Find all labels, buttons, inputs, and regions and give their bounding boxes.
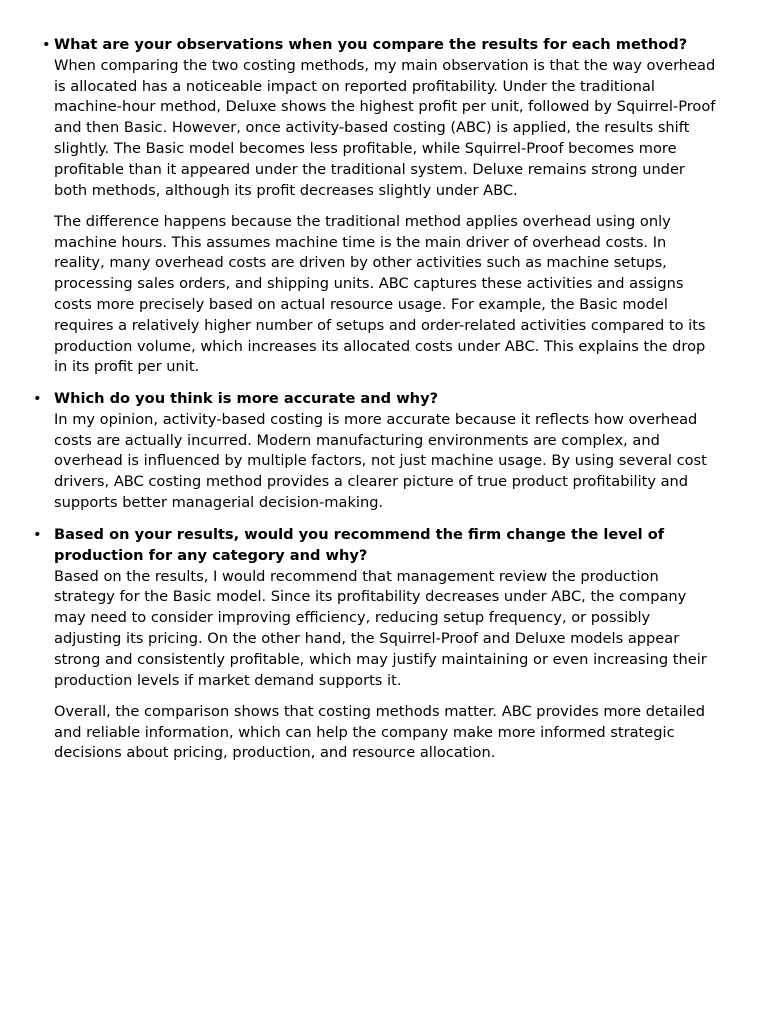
section-recommendation bbox=[33, 525, 718, 764]
bullet-marker: • bbox=[33, 390, 42, 407]
section-accuracy bbox=[33, 389, 718, 514]
answer-paragraph: Based on the results, I would recommend that management review the production strategy for the Basic model. Since its profitability decreases under ABC, the company may need to consider improving efficiency, reducing setup frequency, or possibly adjusting its pricing. On the other hand, the Squirrel-Proof and Deluxe models appear strong and consistently profitable, which may justify maintaining or even increasing their production levels if market demand supports it. bbox=[54, 567, 707, 689]
answer-paragraph: Overall, the comparison shows that costing methods matter. ABC provides more detailed and reliable information, which can help the company make more informed strategic decisions about pricing, production, and resource allocation. bbox=[54, 702, 706, 762]
question-heading: Which do you think is more accurate and why? bbox=[54, 390, 439, 407]
bullet-marker: • bbox=[42, 36, 51, 53]
question-heading: Based on your results, would you recommend the firm change the level of production for any category and why? bbox=[54, 526, 665, 564]
section-observations bbox=[42, 35, 718, 378]
answer-paragraph: In my opinion, activity-based costing is more accurate because it reflects how overhead costs are actually incurred. Modern manufacturing environments are complex, and overhead is influenced by multiple factors, not just machine usage. By using several cost drivers, ABC costing method provides a clearer picture of true product profitability and supports better managerial decision-making. bbox=[54, 410, 707, 511]
bullet-marker: • bbox=[33, 526, 42, 543]
answer-paragraph: The difference happens because the traditional method applies overhead using only machine hours. This assumes machine time is the main driver of overhead costs. In reality, many overhead costs are driven by other activities such as machine setups, processing sales orders, and shipping units. ABC captures these activities and assigns costs more precisely based on actual resource usage. For example, the Basic model requires a relatively higher number of setups and order-related activities compared to its production volume, which increases its allocated costs under ABC. This explains the drop in its profit per unit. bbox=[54, 212, 706, 376]
answer-paragraph: When comparing the two costing methods, my main observation is that the way overhead is allocated has a noticeable impact on reported profitability. Under the traditional machine-hour method, Deluxe shows the highest profit per unit, followed by Squirrel-Proof and then Basic. However, once activity-based costing (ABC) is applied, the results shift slightly. The Basic model becomes less profitable, while Squirrel-Proof becomes more profitable than it appeared under the traditional system. Deluxe remains strong under both methods, although its profit decreases slightly under ABC. bbox=[54, 56, 716, 199]
question-heading: What are your observations when you compare the results for each method? bbox=[54, 36, 688, 53]
